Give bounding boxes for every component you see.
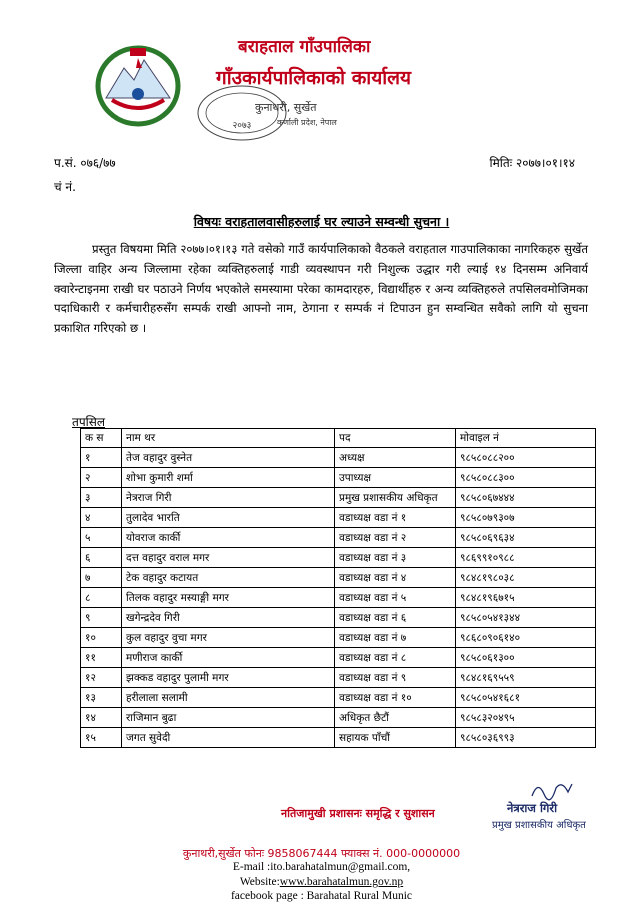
cell-serial: १३ xyxy=(81,688,122,708)
table-row xyxy=(81,608,596,628)
footer-contact: कुनाथरी,सुर्खेत फोनः 9858067444 फ्याक्स नं. 000-0000000 xyxy=(182,847,461,860)
cell-name: तुलादेव भारति xyxy=(122,508,335,528)
website-link[interactable]: www.barahatalmun.gov.np xyxy=(279,876,404,888)
cell-position: वडाध्यक्ष वडा नं १ xyxy=(335,508,456,528)
cell-mobile: ९८५८०६१३०० xyxy=(456,648,596,668)
office-subtitle: गाँउकार्यपालिकाको कार्यालय xyxy=(216,67,412,89)
footer-website xyxy=(0,876,643,888)
footer-facebook: facebook page : Barahatal Rural Munic xyxy=(230,890,413,902)
table-row xyxy=(81,448,596,468)
cell-name: राजिमान बुढा xyxy=(122,708,335,728)
cell-position: वडाध्यक्ष वडा नं ८ xyxy=(335,648,456,668)
cell-mobile: ९८५८०५४१३४४ xyxy=(456,608,596,628)
cell-name: तेज वहादुर वुस्नेत xyxy=(122,448,335,468)
body-paragraph: प्रस्तुत विषयमा मिति २०७७।०१।१३ गते वसेको गाउँ कार्यपालिकाको वैठकले वराहताल गाउपालिकाका नागरिकहरु सुर्खेत जिल्ला वाहिर अन्य जिल्लामा रहेका व्यक्तिहरुलाई गाडी व्यवस्थापन गरी निशुल्क उद्धार गरी ल्याई १४ दिनसम्म अनिवार्य क्वारेन्टाइनमा राखी घर पठाउने निर्णय भएकोले समस्यामा परेका कामदारहरु, विद्यार्थीहरु र अन्य व्यक्तिहरुले तपसिलवमोजिमका पदाधिकारी र कर्मचारीहरुसँग सम्पर्क राखी आफ्नो नाम, ठेगाना र सम्पर्क नं टिपाउन हुन सम्वन्धित सवैको लागि यो सुचना प्रकाशित गरिएको छ । xyxy=(54,242,588,336)
cell-serial: ८ xyxy=(81,588,122,608)
cell-serial: १५ xyxy=(81,728,122,748)
cell-serial: ९ xyxy=(81,608,122,628)
cell-mobile: ९८५८०८८२०० xyxy=(456,448,596,468)
dispatch-number: चं नं. xyxy=(54,180,76,194)
signature-scribble-icon xyxy=(530,776,574,802)
table-row xyxy=(81,628,596,648)
cell-position: प्रमुख प्रशासकीय अधिकृत xyxy=(335,488,456,508)
header-mobile: मोवाइल नं xyxy=(456,429,596,448)
cell-serial: ५ xyxy=(81,528,122,548)
cell-position: वडाध्यक्ष वडा नं ९ xyxy=(335,668,456,688)
table-row xyxy=(81,528,596,548)
cell-serial: १२ xyxy=(81,668,122,688)
cell-serial: १४ xyxy=(81,708,122,728)
cell-serial: ६ xyxy=(81,548,122,568)
table-row xyxy=(81,688,596,708)
cell-position: वडाध्यक्ष वडा नं ३ xyxy=(335,548,456,568)
signatory-title: प्रमुख प्रशासकीय अधिकृत xyxy=(492,820,586,831)
cell-name: योवराज कार्की xyxy=(122,528,335,548)
cell-position: वडाध्यक्ष वडा नं १० xyxy=(335,688,456,708)
cell-position: अध्यक्ष xyxy=(335,448,456,468)
cell-name: दत्त वहादुर वराल मगर xyxy=(122,548,335,568)
notice-body xyxy=(54,240,588,339)
cell-serial: ४ xyxy=(81,508,122,528)
cell-position: वडाध्यक्ष वडा नं २ xyxy=(335,528,456,548)
cell-position: अधिकृत छैटौं xyxy=(335,708,456,728)
cell-position: वडाध्यक्ष वडा नं ५ xyxy=(335,588,456,608)
footer-email: E-mail :ito.barahatalmun@gmail.com, xyxy=(232,861,411,873)
office-address xyxy=(255,100,337,128)
cell-name: तिलक वहादुर मस्याङ्गी मगर xyxy=(122,588,335,608)
table-row xyxy=(81,588,596,608)
cell-mobile: ९८५८०८८३०० xyxy=(456,468,596,488)
table-row xyxy=(81,548,596,568)
cell-name: जगत सुवेदी xyxy=(122,728,335,748)
table-row xyxy=(81,648,596,668)
cell-position: उपाध्यक्ष xyxy=(335,468,456,488)
letter-number: प.सं. ०७६/७७ xyxy=(54,156,116,170)
header-position: पद xyxy=(335,429,456,448)
header-name: नाम थर xyxy=(122,429,335,448)
cell-mobile: ९८५८०५४१६८१ xyxy=(456,688,596,708)
table-header-row xyxy=(81,429,596,448)
table-row xyxy=(81,468,596,488)
cell-mobile: ९८५८०६९६३४ xyxy=(456,528,596,548)
cell-name: शोभा कुमारी शर्मा xyxy=(122,468,335,488)
cell-position: सहायक पाँचौं xyxy=(335,728,456,748)
cell-mobile: ९८५८०७९३०७ xyxy=(456,508,596,528)
table-row xyxy=(81,508,596,528)
table-row xyxy=(81,708,596,728)
cell-mobile: ९८४८१९८०३८ xyxy=(456,568,596,588)
cell-position: वडाध्यक्ष वडा नं ४ xyxy=(335,568,456,588)
cell-position: वडाध्यक्ष वडा नं ७ xyxy=(335,628,456,648)
cell-name: नेत्रराज गिरी xyxy=(122,488,335,508)
subject-line xyxy=(0,213,643,230)
table-row xyxy=(81,568,596,588)
cell-name: कुल वहादुर वुचा मगर xyxy=(122,628,335,648)
table-row xyxy=(81,488,596,508)
cell-serial: १ xyxy=(81,448,122,468)
contact-table xyxy=(80,428,596,748)
cell-mobile: ९८६९९१०९८८ xyxy=(456,548,596,568)
letter-date: मितिः २०७७।०१।१४ xyxy=(489,156,575,170)
address-text: कुनाथरी, सुर्खेत xyxy=(255,101,317,114)
province-text: कर्णाली प्रदेश, नेपाल xyxy=(277,118,337,127)
cell-serial: १० xyxy=(81,628,122,648)
svg-text:२०७३: २०७३ xyxy=(232,121,252,131)
cell-name: खगेन्द्रदेव गिरी xyxy=(122,608,335,628)
subject-text: विषयः वराहतालवासीहरुलाई घर ल्याउने सम्वन्धी सुचना । xyxy=(193,214,450,229)
slogan-text: नतिजामुखी प्रशासनः समृद्धि र सुशासन xyxy=(281,807,435,820)
cell-mobile: ९८४८१६९५५९ xyxy=(456,668,596,688)
table-row xyxy=(81,728,596,748)
cell-name: हरीलाला सलामी xyxy=(122,688,335,708)
cell-mobile: ९८५८०३६९९३ xyxy=(456,728,596,748)
table-row xyxy=(81,668,596,688)
cell-name: टेक वहादुर कटायत xyxy=(122,568,335,588)
cell-position: वडाध्यक्ष वडा नं ६ xyxy=(335,608,456,628)
office-name: बराहताल गाँउपालिका xyxy=(238,37,371,57)
cell-serial: २ xyxy=(81,468,122,488)
nepal-emblem-icon xyxy=(92,38,184,130)
cell-name: झक्कड वहादुर पुलामी मगर xyxy=(122,668,335,688)
table-caption: तपसिल xyxy=(72,415,106,429)
header-serial: क स xyxy=(81,429,122,448)
cell-serial: ७ xyxy=(81,568,122,588)
cell-mobile: ९८६८०९०६१४० xyxy=(456,628,596,648)
cell-serial: ११ xyxy=(81,648,122,668)
signatory-name: नेत्रराज गिरी xyxy=(507,801,558,815)
cell-mobile: ९८५८०६७४४४ xyxy=(456,488,596,508)
cell-mobile: ९८४८१९६७१५ xyxy=(456,588,596,608)
cell-name: मणीराज कार्की xyxy=(122,648,335,668)
website-label: Website: xyxy=(239,876,280,888)
cell-mobile: ९८५८३२०४९५ xyxy=(456,708,596,728)
cell-serial: ३ xyxy=(81,488,122,508)
